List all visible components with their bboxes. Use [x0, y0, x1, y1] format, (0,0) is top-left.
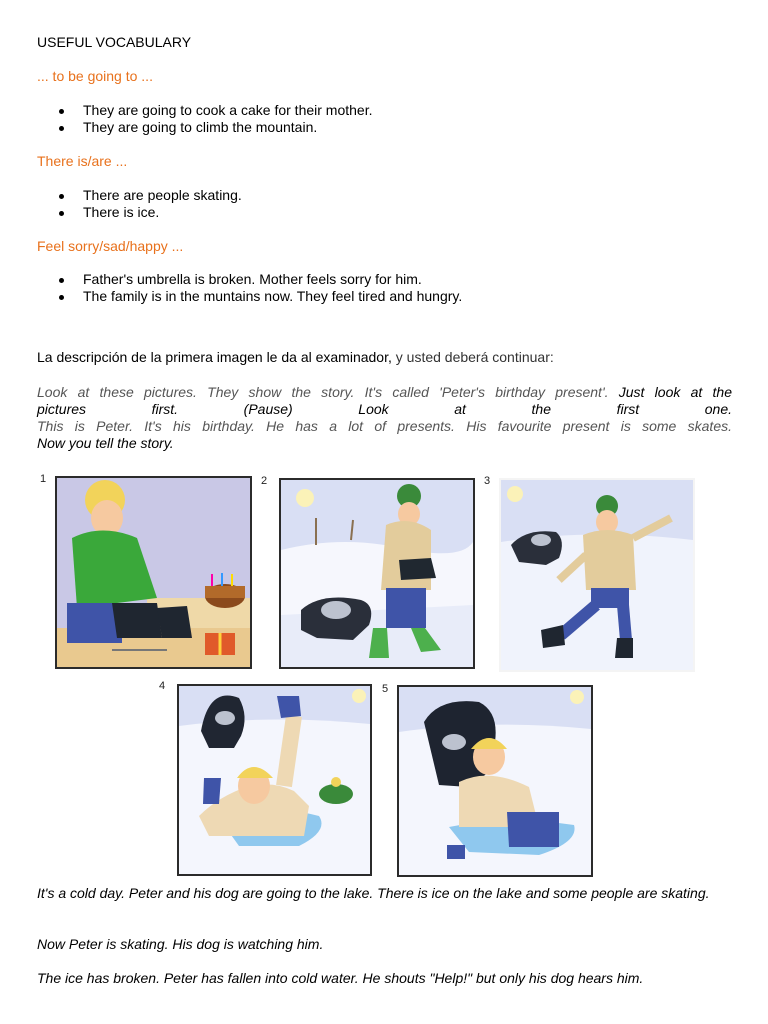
picture-5-dog-rescue	[397, 685, 593, 877]
vocabulary-title: USEFUL VOCABULARY	[37, 34, 192, 50]
list-item: The family is in the muntains now. They feel tired and hungry.	[37, 288, 462, 305]
picture-number-4: 4	[159, 680, 166, 692]
there-is-list	[37, 187, 242, 221]
picture-number-3: 3	[484, 475, 491, 487]
script-line1-b: Just look at the	[608, 384, 732, 400]
list-item: They are going to climb the mountain.	[37, 119, 373, 136]
list-item: There is ice.	[37, 204, 242, 221]
section-heading-going-to: ... to be going to ...	[37, 68, 153, 84]
feel-list	[37, 271, 462, 305]
section-heading-feel: Feel sorry/sad/happy ...	[37, 238, 184, 254]
picture-3-skating	[499, 478, 695, 672]
script-line1-a: Look at these pictures. They show the story. It's called 'Peter's birthday present'.	[37, 384, 609, 400]
dog-rescue-illustration	[399, 687, 591, 875]
script-line3: This is Peter. It's his birthday. He has a lot of presents. His favourite present is some skates.	[37, 418, 732, 434]
list-item: There are people skating.	[37, 187, 242, 204]
story-paragraph-2: Now Peter is skating. His dog is watching him.	[37, 936, 324, 952]
intro-tail: y usted deberá continuar:	[391, 349, 554, 365]
picture-4-fallen-in	[177, 684, 372, 876]
picture-2-walk-to-lake	[279, 478, 475, 669]
list-item: They are going to cook a cake for their mother.	[37, 102, 373, 119]
section-heading-there-is: There is/are ...	[37, 153, 128, 169]
script-line4: Now you tell the story.	[37, 435, 174, 451]
winter-walk-illustration	[281, 480, 473, 667]
intro-paragraph	[37, 349, 554, 366]
story-paragraph-3: The ice has broken. Peter has fallen into cold water. He shouts "Help!" but only his dog hears him.	[37, 970, 644, 986]
examiner-script	[37, 384, 732, 452]
going-to-list	[37, 102, 373, 136]
script-line2-b: (Pause) Look at the first one.	[243, 401, 732, 417]
script-line2-a: pictures first.	[37, 401, 244, 417]
intro-main: La descripción de la primera imagen le da al examinador,	[37, 349, 392, 365]
skating-illustration	[501, 480, 693, 670]
birthday-illustration	[57, 478, 250, 667]
list-item: Father's umbrella is broken. Mother feels sorry for him.	[37, 271, 462, 288]
picture-number-2: 2	[261, 475, 268, 487]
fallen-through-ice-illustration	[179, 686, 370, 874]
picture-number-5: 5	[382, 683, 389, 695]
picture-1-birthday	[55, 476, 252, 669]
picture-number-1: 1	[40, 473, 47, 485]
story-paragraph-1: It's a cold day. Peter and his dog are going to the lake. There is ice on the lake and some people are skating.	[37, 885, 710, 901]
